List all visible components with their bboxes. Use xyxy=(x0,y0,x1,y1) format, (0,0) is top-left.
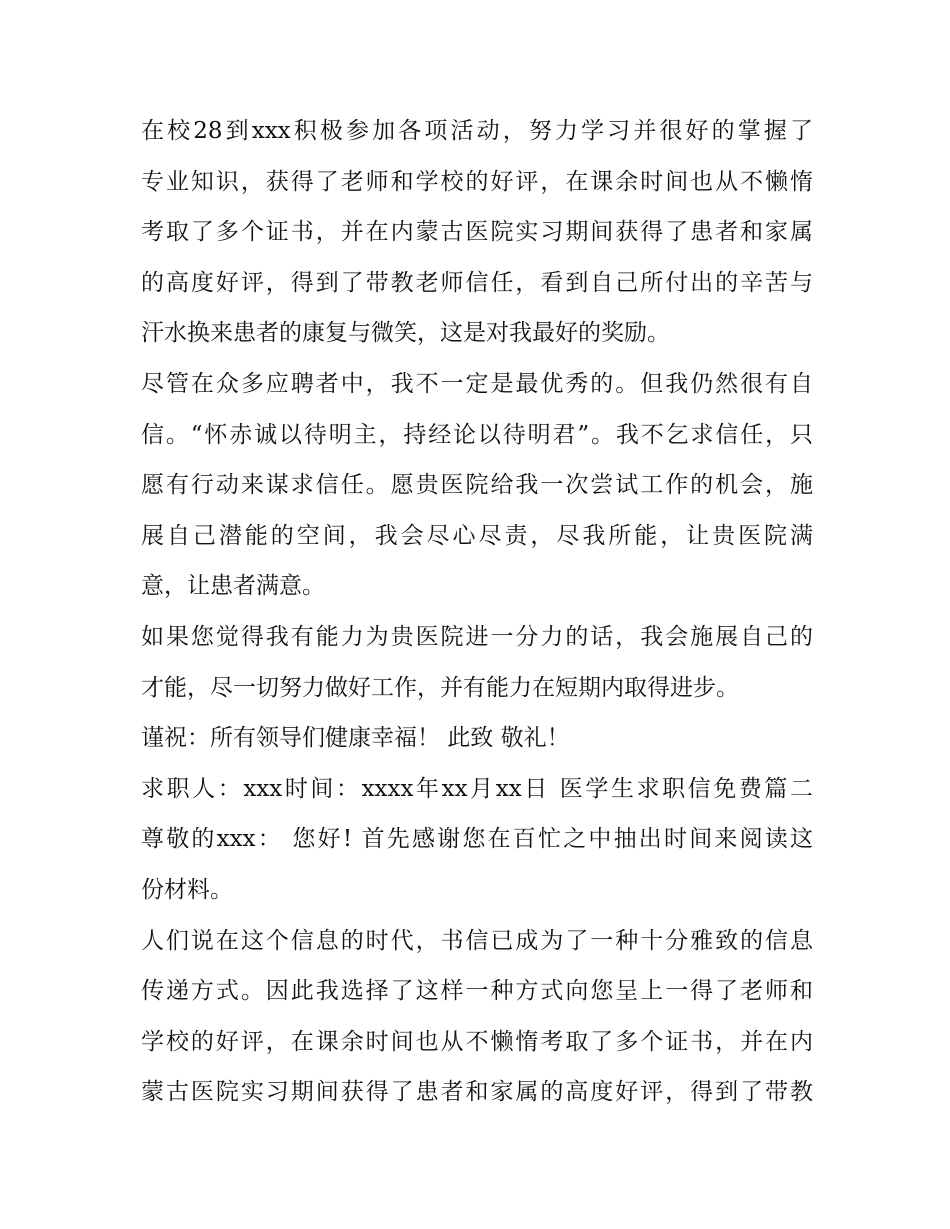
text-line: 尽管在众多应聘者中，我不一定是最优秀的。但我仍然很有自 xyxy=(141,370,813,397)
document-body xyxy=(141,106,813,1118)
text-line: 愿有行动来谋求信任。愿贵医院给我一次尝试工作的机会，施 xyxy=(141,472,813,499)
text-line: 谨祝：所有领导们健康幸福！ 此致 敬礼！ xyxy=(141,725,570,752)
text-line: 求职人：xxx时间：xxxx年xx月xx日 医学生求职信免费篇二 xyxy=(141,775,813,802)
paragraph-2 xyxy=(141,359,813,612)
paragraph-3 xyxy=(141,612,813,713)
text-line: 专业知识，获得了老师和学校的好评，在课余时间也从不懒惰 xyxy=(141,168,813,195)
text-line: 考取了多个证书，并在内蒙古医院实习期间获得了患者和家属 xyxy=(141,219,813,246)
text-line: 尊敬的xxx： 您好! 首先感谢您在百忙之中抽出时间来阅读这 xyxy=(141,826,813,853)
text-line: 展自己潜能的空间，我会尽心尽责，尽我所能，让贵医院满 xyxy=(141,522,813,549)
text-line: 在校28到xxx积极参加各项活动，努力学习并很好的掌握了 xyxy=(141,118,813,144)
text-line: 汗水换来患者的康复与微笑，这是对我最好的奖励。 xyxy=(141,320,670,347)
text-line: 才能，尽一切努力做好工作，并有能力在短期内取得进步。 xyxy=(141,674,739,701)
text-line: 信。“怀赤诚以待明主，持经论以待明君”。我不乞求信任，只 xyxy=(141,421,813,448)
text-line: 份材料。 xyxy=(141,876,233,903)
text-line: 如果您觉得我有能力为贵医院进一分力的话，我会施展自己的 xyxy=(141,623,813,650)
paragraph-4 xyxy=(141,916,813,1118)
text-line: 学校的好评，在课余时间也从不懒惰考取了多个证书，并在内 xyxy=(141,1028,813,1055)
text-line: 人们说在这个信息的时代，书信已成为了一种十分雅致的信息 xyxy=(141,927,813,954)
text-line: 意，让患者满意。 xyxy=(141,573,325,600)
text-line: 传递方式。因此我选择了这样一种方式向您呈上一得了老师和 xyxy=(141,978,813,1005)
signature-and-second-letter-opening xyxy=(141,764,813,916)
text-line: 蒙古医院实习期间获得了患者和家属的高度好评，得到了带教 xyxy=(141,1079,813,1106)
text-line: 的高度好评，得到了带教老师信任，看到自己所付出的辛苦与 xyxy=(141,269,813,296)
paragraph-1 xyxy=(141,106,813,359)
closing-salutation xyxy=(141,713,813,764)
